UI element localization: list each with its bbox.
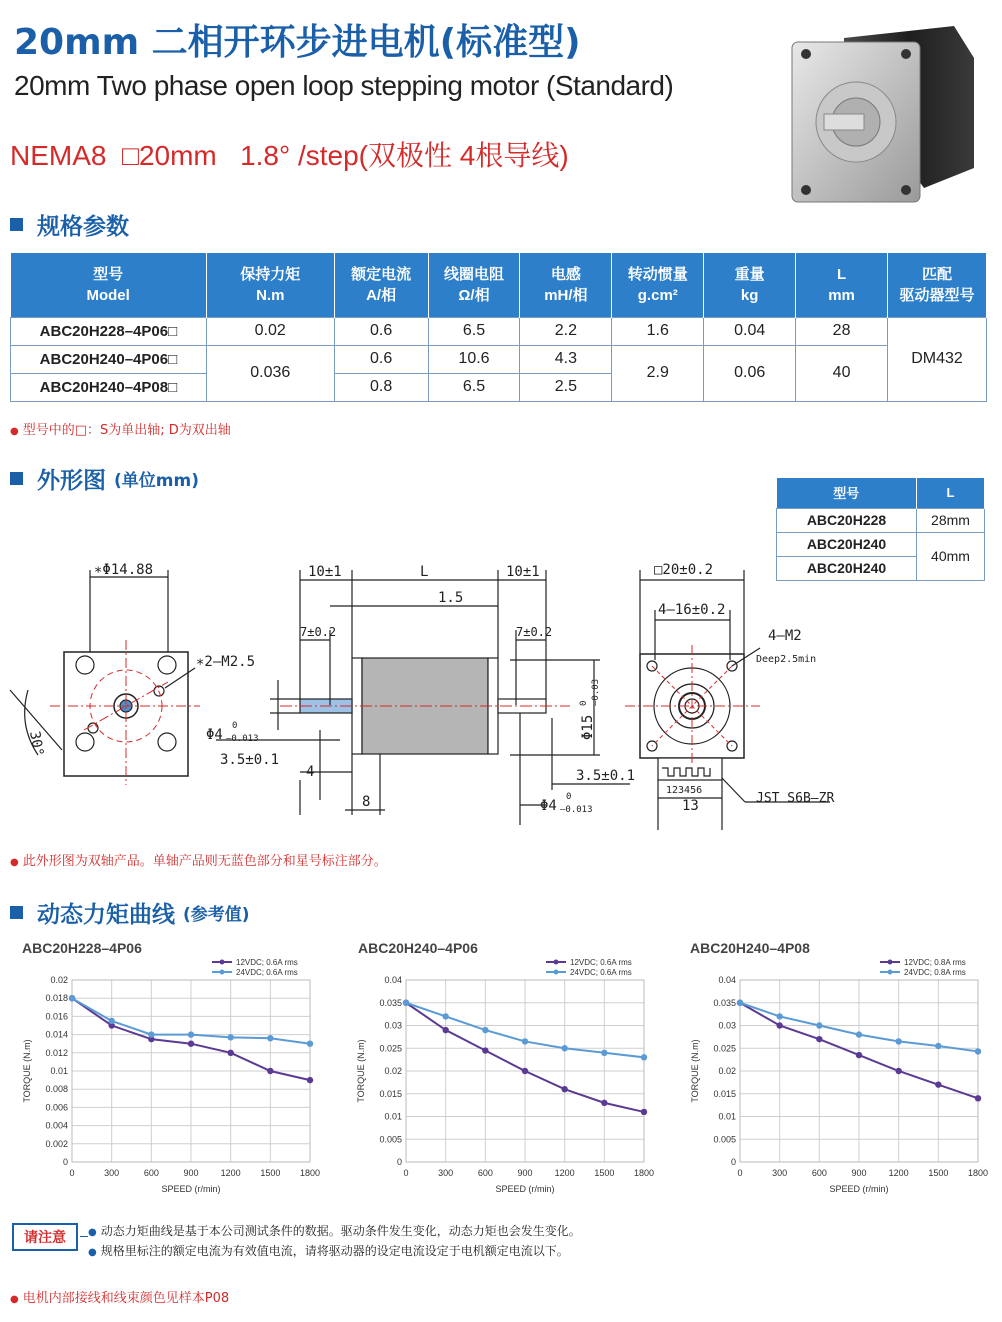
data-point (442, 1013, 448, 1019)
dim-side-shaft-tol0: 0 (232, 721, 238, 731)
page-title: 20mm 二相开环步进电机(标准型) (14, 22, 581, 63)
y-tick-label: 0.025 (379, 1043, 402, 1054)
attention-line: ● 动态力矩曲线是基于本公司测试条件的数据。驱动条件发生变化，动态力矩也会发生变化。 (88, 1222, 581, 1239)
data-point (227, 1034, 233, 1040)
y-axis-label: TORQUE (N.m) (356, 1039, 366, 1103)
legend-label: 12VDC; 0.6A rms (236, 958, 298, 967)
section-bullet-icon (10, 472, 23, 485)
cell-length: 40mm (917, 532, 985, 580)
dim-side-7a: 7±0.2 (300, 625, 337, 639)
col-model: 型号 Model (11, 253, 207, 317)
bottom-note: ● 电机内部接线和线束颜色见样本P08 (10, 1287, 229, 1306)
x-tick-label: 900 (517, 1168, 533, 1178)
x-tick-label: 0 (403, 1168, 409, 1178)
x-tick-label: 1500 (260, 1168, 281, 1178)
cell-torque: 0.036 (206, 345, 334, 401)
dim-rear-thread: 4–M2 (768, 628, 802, 644)
dim-side-15dia-tol0: 0 (579, 700, 589, 706)
dim-rear-13: 13 (682, 798, 699, 814)
y-tick-label: 0.018 (45, 993, 68, 1004)
col-resistance: 线圈电阻 Ω/相 (428, 253, 520, 317)
data-point (307, 1041, 313, 1047)
data-point (641, 1109, 647, 1115)
y-tick-label: 0.016 (45, 1011, 68, 1022)
data-point (601, 1100, 607, 1106)
dim-side-15: 1.5 (438, 590, 464, 606)
data-point (561, 1086, 567, 1092)
legend-marker (220, 960, 225, 965)
outline-note: ● 此外形图为双轴产品。单轴产品则无蓝色部分和星号标注部分。 (10, 850, 387, 869)
chart-title: ABC20H240–4P06 (358, 940, 478, 956)
section-outline-unit: (单位mm) (114, 471, 199, 491)
dim-rear-deep: Deep2.5min (756, 654, 817, 665)
x-tick-label: 600 (143, 1168, 159, 1178)
table-row (11, 317, 987, 345)
data-point (69, 995, 75, 1001)
x-tick-label: 900 (183, 1168, 199, 1178)
cell-current: 0.8 (334, 373, 428, 401)
page-subtitle: 20mm Two phase open loop stepping motor (Standard) (14, 70, 674, 101)
legend-marker (554, 970, 559, 975)
legend-marker (888, 970, 893, 975)
y-tick-label: 0 (62, 1157, 68, 1167)
data-point (601, 1050, 607, 1056)
cell-current: 0.6 (334, 345, 428, 373)
data-point (975, 1048, 981, 1054)
y-tick-label: 0.03 (718, 1020, 736, 1031)
chart-title: ABC20H240–4P08 (690, 940, 810, 956)
dim-side-15dia: Φ15 (580, 714, 596, 740)
col-length: L (917, 478, 985, 508)
data-point (403, 1000, 409, 1006)
cell-length: 28mm (917, 508, 985, 532)
dim-side-4: 4 (306, 764, 315, 780)
col-length: L mm (796, 253, 888, 317)
y-tick-label: 0.015 (713, 1088, 736, 1099)
cell-resistance: 6.5 (428, 317, 520, 345)
attention-badge: 请注意 (12, 1223, 78, 1251)
table-row (11, 345, 987, 373)
data-point (522, 1038, 528, 1044)
section-outline (10, 462, 199, 495)
col-inertia: 转动惯量 g.cm² (612, 253, 704, 317)
x-axis-label: SPEED (r/min) (161, 1184, 221, 1194)
x-tick-label: 300 (104, 1168, 120, 1178)
side-view (216, 570, 630, 825)
dim-side-shaft2-tol0: 0 (566, 792, 572, 802)
legend-label: 12VDC; 0.6A rms (570, 958, 632, 967)
y-tick-label: 0.012 (45, 1047, 68, 1058)
y-tick-label: 0.002 (45, 1138, 68, 1149)
x-tick-label: 1500 (594, 1168, 615, 1178)
cell-inertia: 2.9 (612, 345, 704, 401)
cell-inductance: 2.5 (520, 373, 612, 401)
data-point (816, 1022, 822, 1028)
cell-resistance: 10.6 (428, 345, 520, 373)
data-point (935, 1043, 941, 1049)
spec-summary: NEMA8 □20mm 1.8° /step(双极性 4根导线) (10, 140, 569, 171)
cell-length: 28 (796, 317, 888, 345)
col-model: 型号 (777, 478, 917, 508)
data-point (267, 1035, 273, 1041)
cell-model: ABC20H228 (777, 508, 917, 532)
cell-weight: 0.04 (704, 317, 796, 345)
torque-chart-2 (348, 938, 668, 1194)
data-point (816, 1036, 822, 1042)
y-tick-label: 0.01 (384, 1111, 402, 1122)
data-point (975, 1095, 981, 1101)
y-tick-label: 0.04 (384, 975, 402, 985)
y-tick-label: 0.004 (45, 1120, 68, 1131)
chart-title: ABC20H228–4P06 (22, 940, 142, 956)
cell-model: ABC20H240 (777, 532, 917, 556)
cell-inertia: 1.6 (612, 317, 704, 345)
dim-side-shaft2: Φ4 (540, 798, 557, 814)
cell-model: ABC20H240–4P06□ (11, 345, 207, 373)
dim-side-10a: 10±1 (308, 564, 342, 580)
dim-side-15dia-tol: –0.03 (591, 678, 601, 706)
x-axis-label: SPEED (r/min) (829, 1184, 889, 1194)
data-point (737, 1000, 743, 1006)
x-tick-label: 600 (477, 1168, 493, 1178)
legend-marker (220, 970, 225, 975)
y-tick-label: 0.01 (718, 1111, 736, 1122)
section-spec-title: 规格参数 (37, 214, 129, 240)
col-torque: 保持力矩 N.m (206, 253, 334, 317)
data-point (267, 1068, 273, 1074)
y-tick-label: 0.04 (718, 975, 736, 985)
cell-current: 0.6 (334, 317, 428, 345)
legend-label: 24VDC; 0.8A rms (904, 968, 966, 977)
y-tick-label: 0.015 (379, 1088, 402, 1099)
section-bullet-icon (10, 906, 23, 919)
data-point (188, 1041, 194, 1047)
section-bullet-icon (10, 218, 23, 231)
x-tick-label: 300 (438, 1168, 454, 1178)
y-tick-label: 0.014 (45, 1029, 68, 1040)
data-point (227, 1050, 233, 1056)
legend-label: 24VDC; 0.6A rms (236, 968, 298, 977)
cell-inductance: 2.2 (520, 317, 612, 345)
data-point (856, 1052, 862, 1058)
y-tick-label: 0.03 (384, 1020, 402, 1031)
y-axis-label: TORQUE (N.m) (690, 1039, 700, 1103)
legend-marker (888, 960, 893, 965)
data-point (776, 1013, 782, 1019)
x-tick-label: 1200 (554, 1168, 575, 1178)
cell-model: ABC20H228–4P06□ (11, 317, 207, 345)
col-driver: 匹配 驱动器型号 (888, 253, 987, 317)
y-tick-label: 0.02 (718, 1066, 736, 1076)
dim-side-10b: 10±1 (506, 564, 540, 580)
data-point (895, 1068, 901, 1074)
data-point (561, 1045, 567, 1051)
y-tick-label: 0.005 (379, 1134, 402, 1145)
section-torque-title: 动态力矩曲线 (37, 902, 175, 928)
data-point (188, 1031, 194, 1037)
spec-table-header (11, 253, 987, 317)
x-tick-label: 300 (772, 1168, 788, 1178)
data-point (935, 1081, 941, 1087)
dim-side-35b: 3.5±0.1 (576, 768, 636, 784)
attention-line: ● 规格里标注的额定电流为有效值电流，请将驱动器的设定电流设定于电机额定电流以下。 (88, 1242, 569, 1259)
data-point (895, 1038, 901, 1044)
data-point (148, 1031, 154, 1037)
dim-rear-16: 4–16±0.2 (658, 602, 726, 618)
y-tick-label: 0.005 (713, 1134, 736, 1145)
y-tick-label: 0.01 (50, 1066, 68, 1076)
x-tick-label: 0 (737, 1168, 743, 1178)
dim-side-8: 8 (362, 794, 371, 810)
torque-chart-3 (682, 938, 1002, 1194)
x-tick-label: 1200 (220, 1168, 241, 1178)
dim-side-7b: 7±0.2 (516, 625, 553, 639)
col-current: 额定电流 A/相 (334, 253, 428, 317)
col-inductance: 电感 mH/相 (520, 253, 612, 317)
dim-side-shaft-tol: –0.013 (226, 734, 259, 744)
dim-side-35a: 3.5±0.1 (220, 752, 280, 768)
legend-marker (554, 960, 559, 965)
y-tick-label: 0 (730, 1157, 736, 1167)
y-tick-label: 0.035 (379, 997, 402, 1008)
cell-model: ABC20H240–4P08□ (11, 373, 207, 401)
table-row (777, 508, 985, 532)
data-point (482, 1027, 488, 1033)
dim-rear-conn: JST S6B–ZR (756, 791, 835, 806)
data-point (522, 1068, 528, 1074)
dim-side-shaft2-tol: –0.013 (560, 805, 593, 815)
motor-photo (784, 18, 980, 214)
dim-front-angle: 30° (26, 729, 47, 758)
x-tick-label: 1800 (967, 1168, 989, 1178)
y-tick-label: 0.008 (45, 1084, 68, 1095)
y-tick-label: 0.025 (713, 1043, 736, 1054)
x-tick-label: 600 (811, 1168, 827, 1178)
legend-label: 12VDC; 0.8A rms (904, 958, 966, 967)
x-tick-label: 1500 (928, 1168, 949, 1178)
attention-connector (80, 1236, 88, 1237)
section-torque (10, 896, 250, 929)
y-tick-label: 0.035 (713, 997, 736, 1008)
x-tick-label: 1800 (299, 1168, 321, 1178)
section-torque-sub: (参考值) (183, 905, 250, 925)
section-outline-title: 外形图 (37, 468, 106, 494)
data-point (641, 1054, 647, 1060)
x-axis-label: SPEED (r/min) (495, 1184, 555, 1194)
data-point (482, 1047, 488, 1053)
x-tick-label: 900 (851, 1168, 867, 1178)
data-point (108, 1018, 114, 1024)
data-point (776, 1022, 782, 1028)
x-tick-label: 0 (69, 1168, 75, 1178)
col-weight: 重量 kg (704, 253, 796, 317)
y-tick-label: 0.02 (50, 975, 68, 985)
dim-rear-sq: □20±0.2 (654, 562, 714, 578)
dim-side-shaft: Φ4 (206, 727, 223, 743)
dim-side-L: L (420, 564, 429, 580)
cell-weight: 0.06 (704, 345, 796, 401)
data-point (442, 1027, 448, 1033)
x-tick-label: 1800 (633, 1168, 655, 1178)
legend-label: 24VDC; 0.6A rms (570, 968, 632, 977)
outline-drawing (0, 540, 1000, 840)
section-spec (10, 208, 129, 241)
cell-inductance: 4.3 (520, 345, 612, 373)
cell-torque: 0.02 (206, 317, 334, 345)
spec-table (10, 253, 987, 402)
dim-rear-pins: 123456 (666, 785, 703, 796)
x-tick-label: 1200 (888, 1168, 909, 1178)
y-tick-label: 0.02 (384, 1066, 402, 1076)
model-note: ● 型号中的□：S为单出轴; D为双出轴 (10, 419, 231, 438)
y-tick-label: 0.006 (45, 1102, 68, 1113)
y-axis-label: TORQUE (N.m) (22, 1039, 32, 1103)
data-point (856, 1031, 862, 1037)
cell-driver: DM432 (888, 317, 987, 401)
torque-chart-1 (14, 938, 334, 1194)
cell-length: 40 (796, 345, 888, 401)
dim-front-dia: ∗Φ14.88 (94, 562, 154, 578)
cell-resistance: 6.5 (428, 373, 520, 401)
dim-front-thread: ∗2–M2.5 (196, 654, 256, 670)
data-point (307, 1077, 313, 1083)
y-tick-label: 0 (396, 1157, 402, 1167)
cell-model: ABC20H240 (777, 556, 917, 580)
